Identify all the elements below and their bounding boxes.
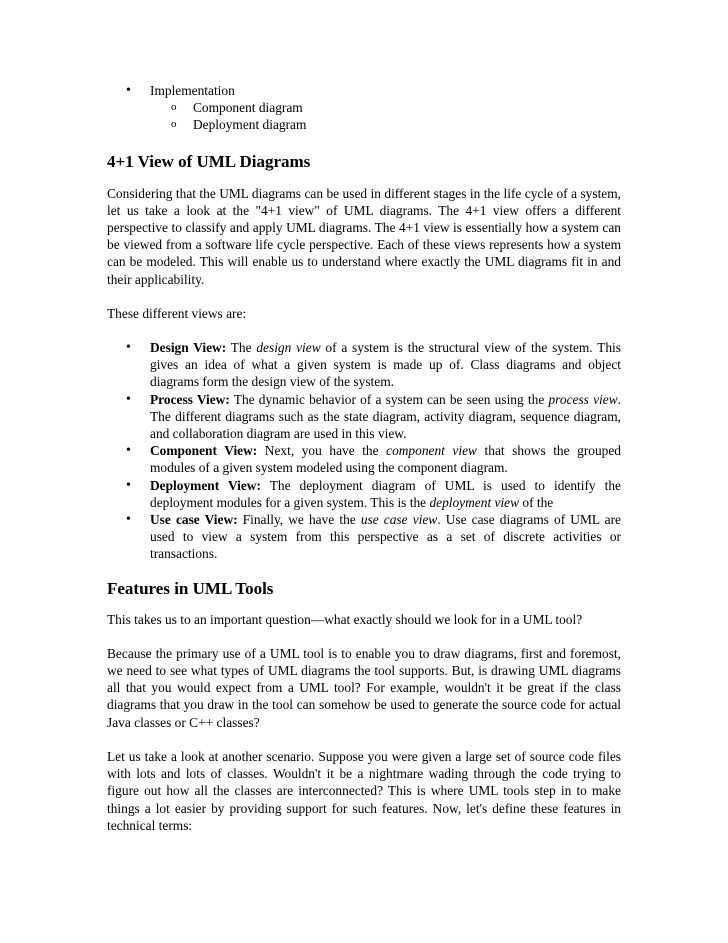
view-text: . The different diagrams such as the state diagram, activity diagram, sequence diagram, and collaboration diagram are used in this view. <box>150 391 621 442</box>
view-emphasis: deployment view <box>429 494 520 510</box>
view-text: Finally, we have the <box>237 512 361 528</box>
view-term: Design View: <box>150 340 227 356</box>
list-item-deployment-view <box>107 477 621 511</box>
list-item-use-case-view <box>107 511 621 563</box>
view-text: The dynamic behavior of a system can be seen using the <box>229 391 549 407</box>
list-item <box>107 82 621 134</box>
outline-item-label: Implementation <box>150 83 235 98</box>
sub-list-item: o Component diagram <box>150 99 621 116</box>
view-term: Process View: <box>150 391 230 407</box>
paragraph: Considering that the UML diagrams can be used in different stages in the life cycle of a system, let us take a look at the "4+1 view" of UML diagrams. The 4+1 view offers a different perspective to classify and apply UML diagrams. The 4+1 view is essentially how a system can be viewed from a software life cycle perspective. Each of these views represents how a system can be modeled. This will enable us to understand where exactly the UML diagrams fit in and their applicability. <box>107 185 621 287</box>
view-text: The <box>226 340 257 356</box>
view-text: that shows the grouped modules of a given system modeled using the component diagram. <box>150 443 621 476</box>
views-list <box>107 339 621 563</box>
view-emphasis: component view <box>386 443 477 459</box>
paragraph: Let us take a look at another scenario. Suppose you were given a large set of source code files with lots and lots of classes. Wouldn't it be a nightmare wading through the code trying to figure out how all the classes are interconnected? This is where UML tools step in to make things a lot easier by providing support for such features. Now, let's define these features in technical terms: <box>107 748 621 833</box>
list-item-design-view <box>107 339 621 391</box>
view-text: of the <box>519 494 554 510</box>
view-emphasis: process view <box>548 391 618 407</box>
view-text: Next, you have the <box>257 443 387 459</box>
outline-list <box>107 82 621 134</box>
view-term: Use case View: <box>150 512 238 528</box>
list-item-component-view <box>107 442 621 476</box>
page-content <box>107 82 621 834</box>
sub-list <box>150 99 621 133</box>
view-text: . Use case diagrams of UML are used to view a system from this perspective as a set of discrete activities or transactions. <box>150 512 621 562</box>
view-emphasis: use case view <box>360 512 438 528</box>
view-term: Deployment View: <box>150 477 261 493</box>
paragraph: These different views are: <box>107 305 247 321</box>
sub-list-item: o Deployment diagram <box>150 116 621 133</box>
view-emphasis: design view <box>256 340 321 356</box>
paragraph: This takes us to an important question—what exactly should we look for in a UML tool? <box>107 611 583 627</box>
section-heading: 4+1 View of UML Diagrams <box>107 151 311 171</box>
view-text: of a system is the structural view of the system. This gives an idea of what a given system is made up of. Class diagrams and object diagrams form the design view of the system. <box>150 340 621 390</box>
view-term: Component View: <box>150 443 258 459</box>
view-text: The deployment diagram of UML is used to identify the deployment modules for a given system. This is the <box>150 477 622 510</box>
paragraph: Because the primary use of a UML tool is to enable you to draw diagrams, first and foremost, we need to see what types of UML diagrams the tool supports. But, is drawing UML diagrams all that you would expect from a UML tool? For example, wouldn't it be great if the class diagrams that you draw in the tool can somehow be used to generate the source code for actual Java classes or C++ classes? <box>107 645 621 730</box>
list-item-process-view <box>107 391 621 443</box>
section-heading: Features in UML Tools <box>107 578 274 598</box>
